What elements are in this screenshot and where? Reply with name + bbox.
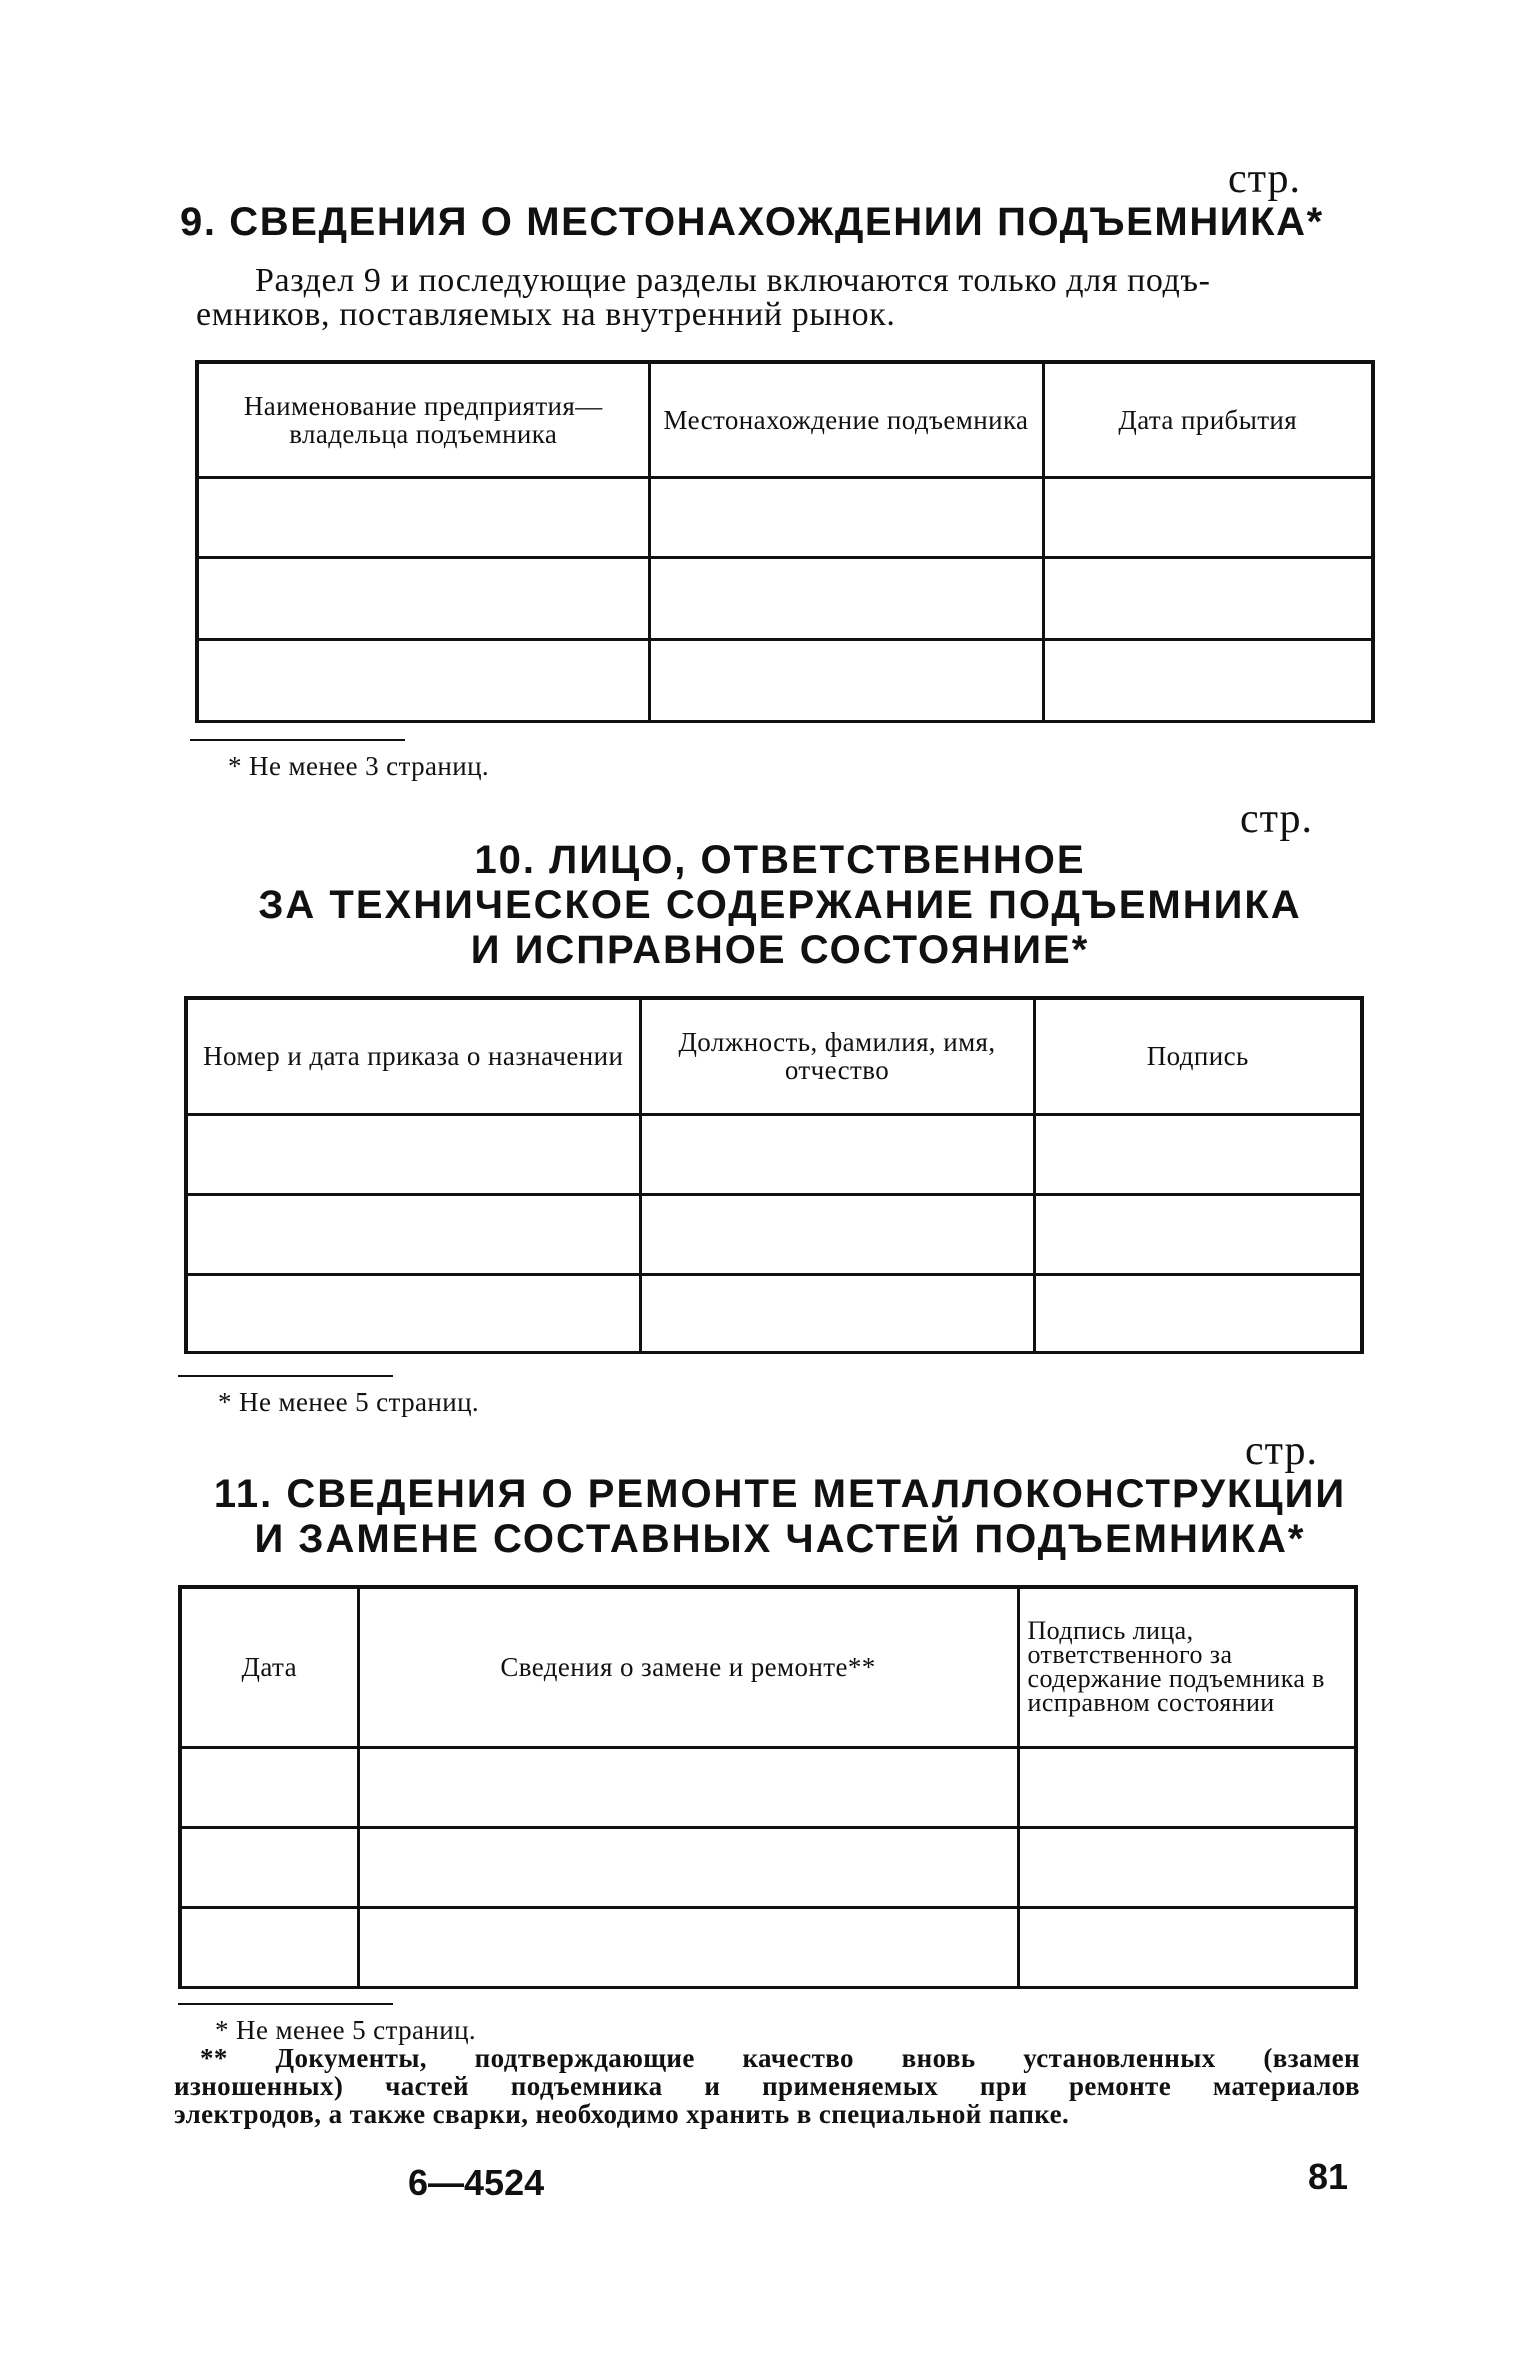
section11-page-label: стр. xyxy=(1245,1428,1319,1474)
table-cell[interactable] xyxy=(1034,1194,1362,1274)
table-cell[interactable] xyxy=(649,557,1043,639)
section9-paragraph-line1: Раздел 9 и последующие разделы включаются только для подъ- xyxy=(255,262,1211,299)
table-cell[interactable] xyxy=(180,1827,358,1907)
section10-heading-line2: ЗА ТЕХНИЧЕСКОЕ СОДЕРЖАНИЕ ПОДЪЕМНИКА xyxy=(258,883,1302,927)
section11-footnote2-line3: электродов, а также сварки, необходимо хранить в специальной папке. xyxy=(174,2099,1070,2129)
table-cell[interactable] xyxy=(197,557,649,639)
table-cell[interactable] xyxy=(186,1114,640,1194)
table-row xyxy=(180,1747,1356,1827)
section10-page-label: стр. xyxy=(1240,796,1314,842)
table-cell[interactable] xyxy=(358,1827,1018,1907)
section11-heading-line1: 11. СВЕДЕНИЯ О РЕМОНТЕ МЕТАЛЛОКОНСТРУКЦИИ xyxy=(213,1472,1347,1516)
table-cell[interactable] xyxy=(1018,1907,1356,1987)
table-cell[interactable] xyxy=(358,1907,1018,1987)
section11-table xyxy=(178,1585,1358,1989)
section11-footnote1: * Не менее 5 страниц. xyxy=(215,2015,477,2045)
table-cell[interactable] xyxy=(197,639,649,721)
table-cell[interactable] xyxy=(640,1194,1034,1274)
section9-page-label: стр. xyxy=(1228,156,1302,202)
table-cell[interactable] xyxy=(640,1274,1034,1352)
footnote-rule xyxy=(190,739,405,741)
table-row xyxy=(180,1827,1356,1907)
section9-col-header-owner: Наименование предприятия— владельца подъемника xyxy=(197,362,649,477)
table-cell[interactable] xyxy=(640,1114,1034,1194)
table-cell[interactable] xyxy=(186,1274,640,1352)
table-cell[interactable] xyxy=(197,477,649,557)
section11-footnote2-line1: ** Документы, подтверждающие качество вновь установленных (взамен xyxy=(200,2043,1360,2073)
section11-col-header-date: Дата xyxy=(180,1587,358,1747)
table-cell[interactable] xyxy=(186,1194,640,1274)
section9-paragraph-line2: емников, поставляемых на внутренний рынок. xyxy=(196,296,896,333)
section10-col-header-order: Номер и дата приказа о назначении xyxy=(186,998,640,1114)
table-row xyxy=(186,1194,1362,1274)
table-row xyxy=(197,557,1373,639)
table-cell[interactable] xyxy=(649,477,1043,557)
table-cell[interactable] xyxy=(649,639,1043,721)
table-cell[interactable] xyxy=(1043,557,1373,639)
page-number: 81 xyxy=(1308,2156,1349,2197)
section11-heading-line2: И ЗАМЕНЕ СОСТАВНЫХ ЧАСТЕЙ ПОДЪЕМНИКА* xyxy=(254,1517,1306,1561)
section9-table xyxy=(195,360,1375,723)
table-cell[interactable] xyxy=(358,1747,1018,1827)
section9-col-header-arrival: Дата прибытия xyxy=(1043,362,1373,477)
section9-col-header-location: Местонахождение подъемника xyxy=(649,362,1043,477)
table-cell[interactable] xyxy=(1018,1827,1356,1907)
table-row xyxy=(186,1274,1362,1352)
table-cell[interactable] xyxy=(1043,639,1373,721)
section9-footnote: * Не менее 3 страниц. xyxy=(228,751,490,781)
section11-col-header-details: Сведения о замене и ремонте** xyxy=(358,1587,1018,1747)
table-cell[interactable] xyxy=(180,1907,358,1987)
section9-heading: 9. СВЕДЕНИЯ О МЕСТОНАХОЖДЕНИИ ПОДЪЕМНИКА* xyxy=(180,200,1324,244)
print-code: 6—4524 xyxy=(408,2162,545,2203)
section10-heading-line3: И ИСПРАВНОЕ СОСТОЯНИЕ* xyxy=(470,928,1090,972)
table-cell[interactable] xyxy=(1034,1114,1362,1194)
section10-heading-line1: 10. ЛИЦО, ОТВЕТСТВЕННОЕ xyxy=(474,838,1086,882)
table-row xyxy=(180,1907,1356,1987)
footnote-rule xyxy=(178,1375,393,1377)
section10-col-header-signature: Подпись xyxy=(1034,998,1362,1114)
section10-table xyxy=(184,996,1364,1354)
table-cell[interactable] xyxy=(180,1747,358,1827)
table-cell[interactable] xyxy=(1018,1747,1356,1827)
table-cell[interactable] xyxy=(1043,477,1373,557)
table-row xyxy=(197,639,1373,721)
table-row xyxy=(197,477,1373,557)
section11-col-header-signature: Подпись лица, ответственного за содержание подъемника в исправном состоянии xyxy=(1018,1587,1356,1747)
footnote-rule xyxy=(178,2003,393,2005)
table-cell[interactable] xyxy=(1034,1274,1362,1352)
section10-col-header-position: Должность, фамилия, имя, отчество xyxy=(640,998,1034,1114)
section11-footnote2-line2: изношенных) частей подъемника и применяемых при ремонте материалов xyxy=(174,2071,1360,2101)
section10-footnote: * Не менее 5 страниц. xyxy=(218,1387,480,1417)
table-row xyxy=(186,1114,1362,1194)
